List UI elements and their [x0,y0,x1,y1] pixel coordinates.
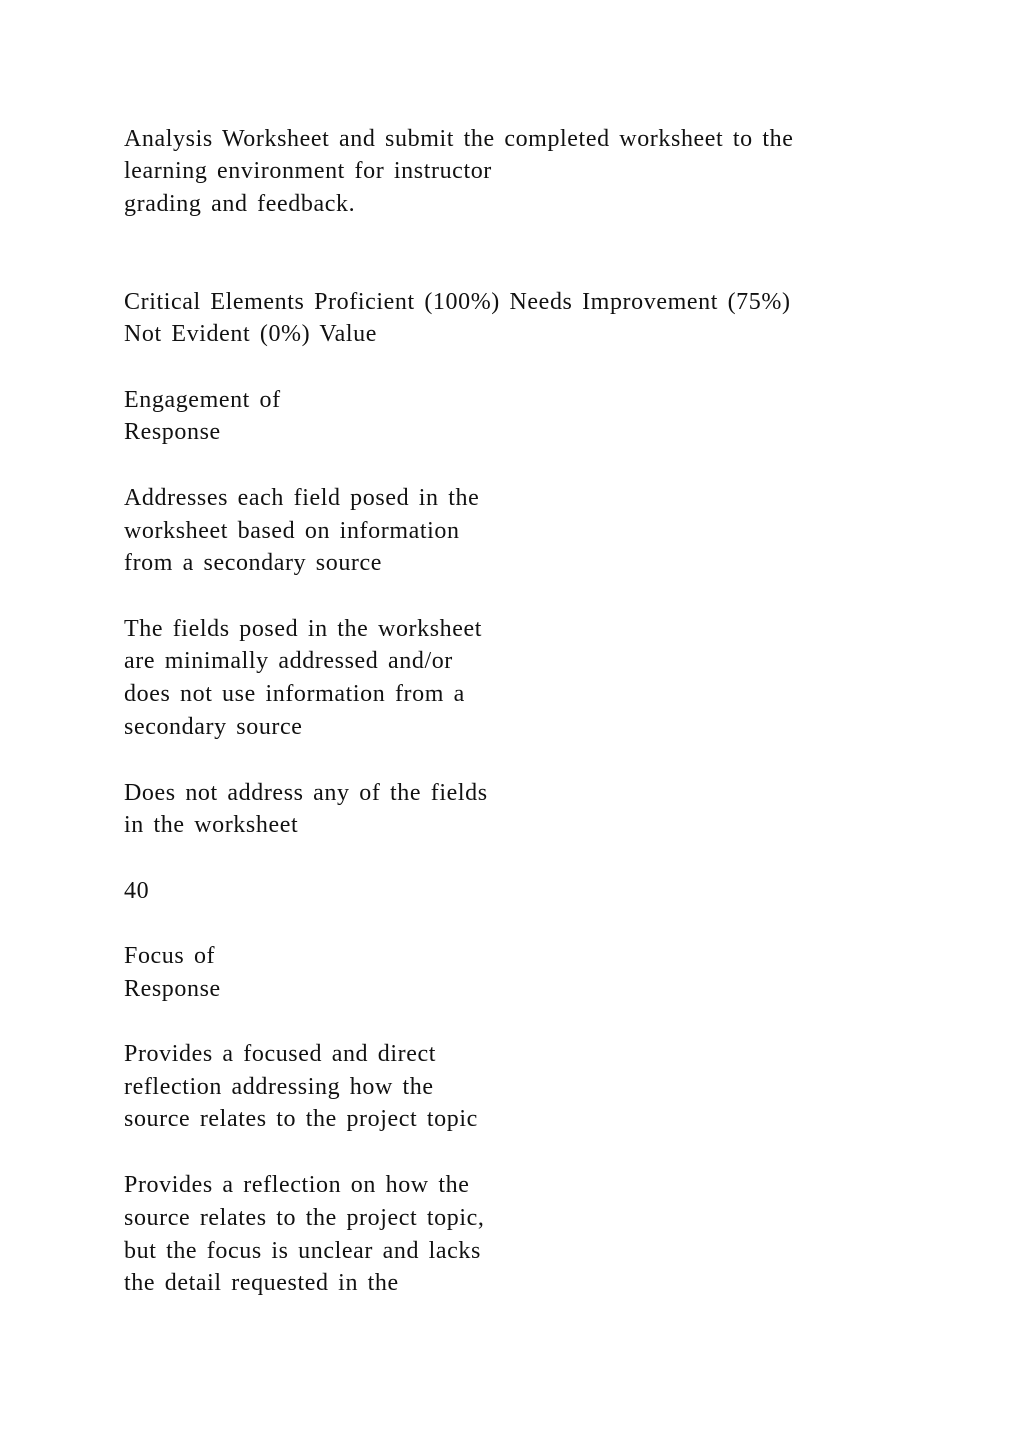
proficient-line: from a secondary source [124,550,383,576]
needs-improvement-line: the detail requested in the [124,1270,399,1296]
proficient-line: worksheet based on information [124,518,460,544]
needs-improvement-line: does not use information from a [124,681,465,707]
proficient-line: source relates to the project topic [124,1106,478,1132]
value-points: 40 [124,878,150,904]
intro-line: grading and feedback. [124,191,356,217]
needs-improvement-line: but the focus is unclear and lacks [124,1238,481,1264]
intro-line: learning environment for instructor [124,158,492,184]
proficient-line: Addresses each field posed in the [124,485,480,511]
critical-element-line: Engagement of [124,387,281,413]
critical-element-line: Response [124,419,221,445]
not-evident-line: in the worksheet [124,812,299,838]
needs-improvement-line: Provides a reflection on how the [124,1172,470,1198]
not-evident-line: Does not address any of the fields [124,780,488,806]
rubric-header-line: Not Evident (0%) Value [124,321,378,347]
needs-improvement-line: The fields posed in the worksheet [124,616,483,642]
intro-line: Analysis Worksheet and submit the completed worksheet to the [124,126,794,152]
critical-element-line: Response [124,976,221,1002]
needs-improvement-line: are minimally addressed and/or [124,648,453,674]
critical-element-line: Focus of [124,943,216,969]
needs-improvement-line: secondary source [124,714,303,740]
proficient-line: Provides a focused and direct [124,1041,436,1067]
proficient-line: reflection addressing how the [124,1074,434,1100]
needs-improvement-line: source relates to the project topic, [124,1205,485,1231]
rubric-header-line: Critical Elements Proficient (100%) Needs Improvement (75%) [124,289,791,315]
